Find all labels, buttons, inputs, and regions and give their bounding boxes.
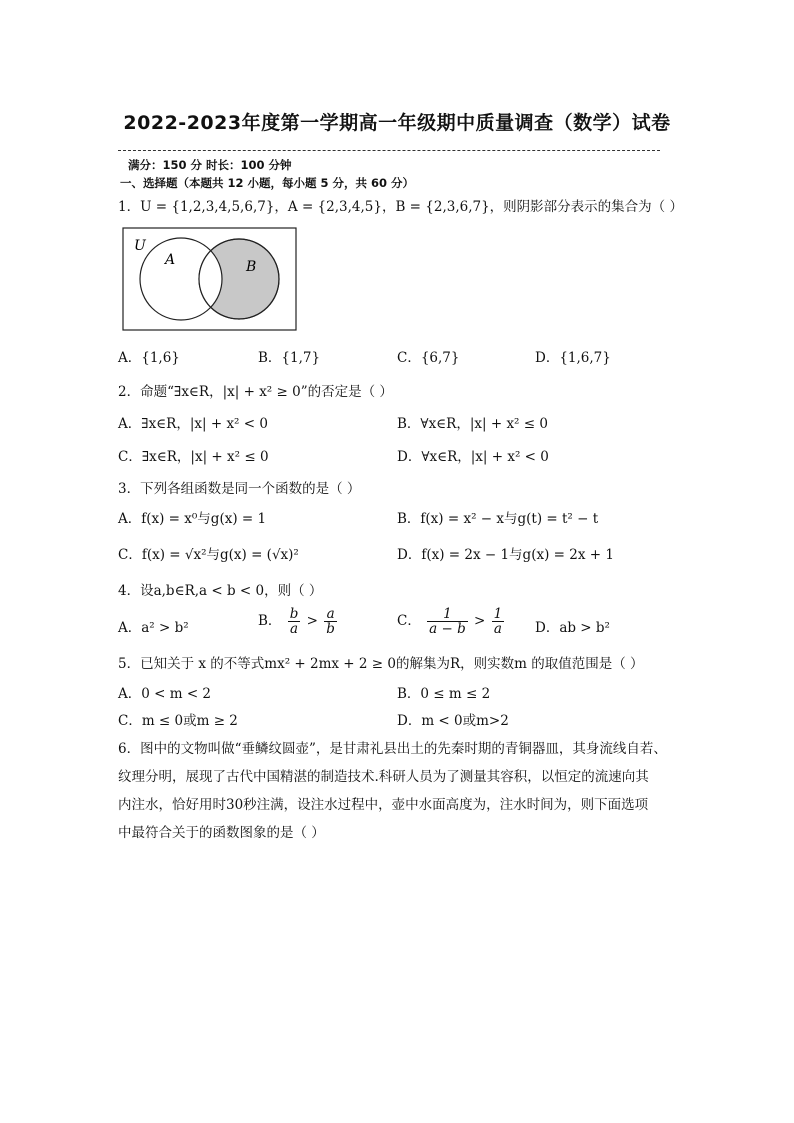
q3-option-a: A．f(x) = x⁰与g(x) = 1 <box>118 511 267 527</box>
q6-line-3: 内注水，恰好用时30秒注满，设注水过程中，壶中水面高度为，注水时间为，则下面选项 <box>118 797 649 813</box>
venn-label-b: B <box>246 259 257 275</box>
q1-option-c: C．{6,7} <box>397 350 460 366</box>
q6-line-2: 纹理分明，展现了古代中国精湛的制造技术.科研人员为了测量其容积，以恒定的流速向其 <box>118 769 649 785</box>
q5-option-c: C．m ≤ 0或m ≥ 2 <box>118 713 238 729</box>
q2-option-a: A．∃x∈R，|x| + x² < 0 <box>118 416 268 432</box>
q2-option-d: D．∀x∈R，|x| + x² < 0 <box>397 449 549 465</box>
q5-option-d: D．m < 0或m>2 <box>397 713 509 729</box>
q4-text: 4．设a,b∈R,a < b < 0，则（ ） <box>118 583 323 599</box>
q2-option-c: C．∃x∈R，|x| + x² ≤ 0 <box>118 449 269 465</box>
venn-label-u: U <box>134 238 146 254</box>
q6-line-4: 中最符合关于的函数图象的是（ ） <box>118 825 325 841</box>
q3-option-b: B．f(x) = x² − x与g(t) = t² − t <box>397 511 599 527</box>
q3-option-c: C．f(x) = √x²与g(x) = (√x)² <box>118 547 299 563</box>
q1-option-a: A．{1,6} <box>118 350 180 366</box>
q3-option-d: D．f(x) = 2x − 1与g(x) = 2x + 1 <box>397 547 614 563</box>
exam-meta: 满分：150 分 时长：100 分钟 <box>128 158 292 172</box>
q1-option-d: D．{1,6,7} <box>535 350 611 366</box>
q2-text: 2．命题“∃x∈R，|x| + x² ≥ 0”的否定是（ ） <box>118 384 393 400</box>
q4-b-fraction-left: $\frac{b}{a}$ <box>289 606 299 638</box>
q1-text: 1．U = {1,2,3,4,5,6,7}，A = {2,3,4,5}，B = {2,3,6,7}，则阴影部分表示的集合为（ ） <box>118 199 683 215</box>
q5-option-b: B．0 ≤ m ≤ 2 <box>397 686 491 702</box>
q5-option-a: A．0 < m < 2 <box>118 686 212 702</box>
q4-option-c: C． $\frac{1}{a - b}$ > $\frac{1}{a}$ <box>397 606 503 638</box>
q4-c-fraction-right: $\frac{1}{a}$ <box>493 606 503 638</box>
q2-option-b: B．∀x∈R，|x| + x² ≤ 0 <box>397 416 548 432</box>
section-title: 一、选择题（本题共 12 小题，每小题 5 分，共 60 分） <box>120 176 415 190</box>
q4-option-b: B． $\frac{b}{a}$ > $\frac{a}{b}$ <box>258 606 335 638</box>
header-divider <box>118 150 660 151</box>
venn-diagram <box>122 227 297 331</box>
q5-text: 5．已知关于 x 的不等式mx² + 2mx + 2 ≥ 0的解集为R，则实数m 的取值范围是（ ） <box>118 656 644 672</box>
q4-b-fraction-right: $\frac{a}{b}$ <box>326 606 335 638</box>
q4-c-fraction-left: $\frac{1}{a - b}$ <box>429 606 466 638</box>
page-title: 2022-2023年度第一学期高一年级期中质量调查（数学）试卷 <box>123 112 671 134</box>
venn-label-a: A <box>165 252 176 268</box>
q4-option-a: A．a² > b² <box>118 620 189 636</box>
q1-option-b: B．{1,7} <box>258 350 321 366</box>
q6-line-1: 6．图中的文物叫做“垂鳞纹圆壶”，是甘肃礼县出土的先秦时期的青铜器皿，其身流线自若、 <box>118 741 667 757</box>
q3-text: 3．下列各组函数是同一个函数的是（ ） <box>118 481 361 497</box>
q4-option-d: D．ab > b² <box>535 620 610 636</box>
